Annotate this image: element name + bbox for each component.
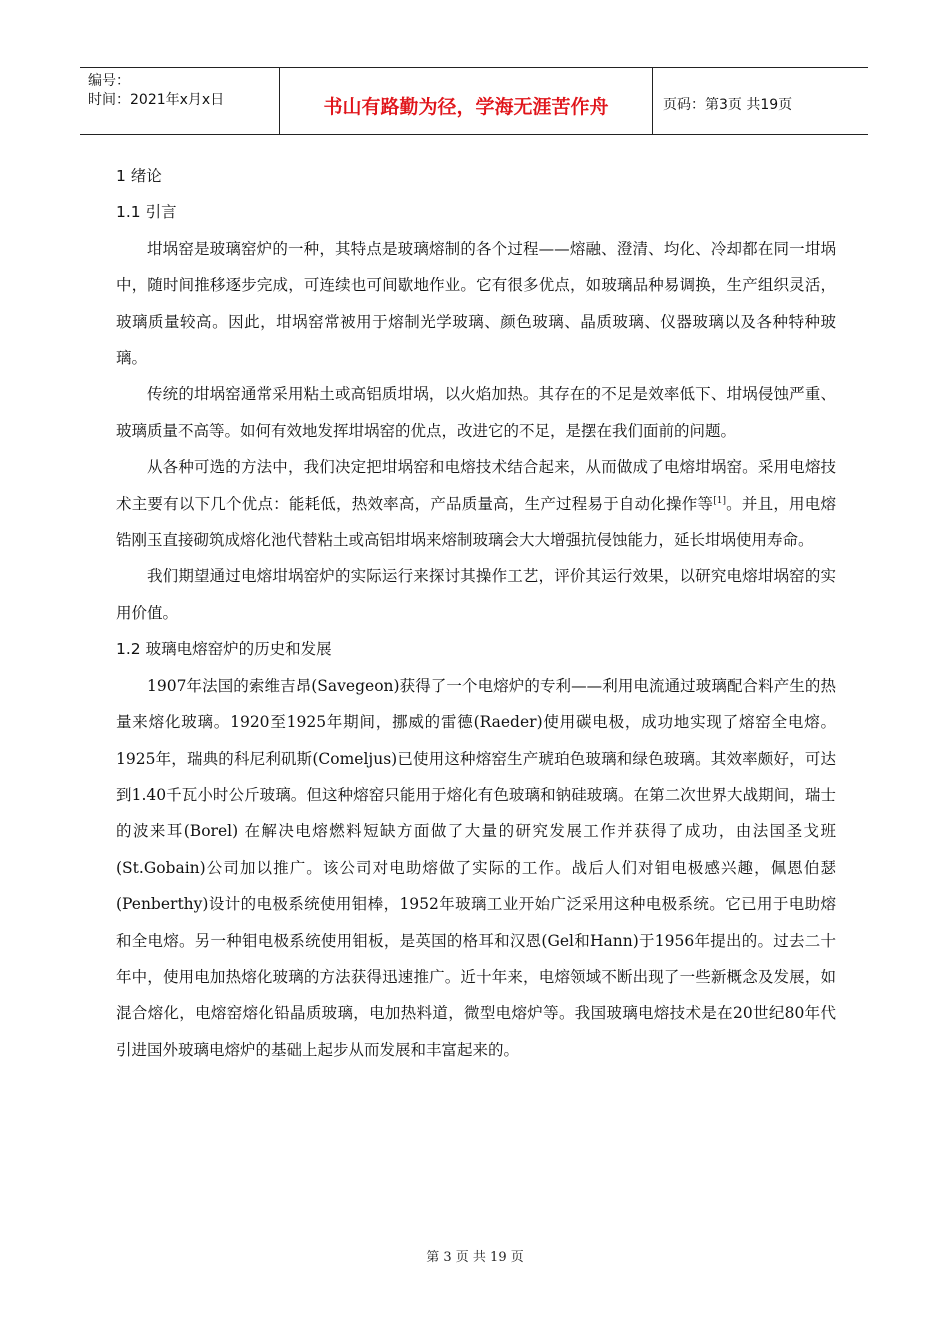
paragraph-intro-3-a: 从各种可选的方法中，我们决定把坩埚窑和电熔技术结合起来，从而做成了电熔坩埚窑。采用电熔技术主要有以下几个优点：能耗低，热效率高，产品质量高，生产过程易于自动化操作等: [116, 458, 836, 513]
paragraph-intro-1: 坩埚窑是玻璃窑炉的一种，其特点是玻璃熔制的各个过程——熔融、澄清、均化、冷却都在同一坩埚中，随时间推移逐步完成，可连续也可间歇地作业。它有很多优点，如玻璃品种易调换，生产组织灵活，玻璃质量较高。因此，坩埚窑常被用于熔制光学玻璃、颜色玻璃、晶质玻璃、仪器玻璃以及各种特种玻璃。: [116, 239, 836, 368]
number-label: 编号：: [88, 73, 130, 89]
time-label: 时间：2021年x月x日: [88, 92, 225, 108]
page-header: [80, 67, 868, 135]
header-page-label: 页码：第3页 共19页: [663, 97, 793, 113]
paragraph-intro-3-b: 。并且，用电熔锆刚玉直接砌筑成熔化池代替粘土或高铝坩埚来熔制玻璃会大大增强抗侵蚀能力，延长坩埚使用寿命。: [116, 494, 836, 550]
citation-ref: [1]: [713, 495, 726, 506]
header-info-cell: [80, 68, 280, 134]
header-motto: 书山有路勤为径，学海无涯苦作舟: [280, 68, 653, 134]
paragraph-intro-2: 传统的坩埚窑通常采用粘土或高铝质坩埚，以火焰加热。其存在的不足是效率低下、坩埚侵蚀严重、玻璃质量不高等。如何有效地发挥坩埚窑的优点，改进它的不足，是摆在我们面前的问题。: [116, 385, 836, 440]
document-body: [116, 158, 836, 1068]
paragraph-intro-3: [116, 449, 836, 558]
section-heading-1-2: 1.2 玻璃电熔窑炉的历史和发展: [116, 640, 332, 659]
paragraph-intro-4: 我们期望通过电熔坩埚窑炉的实际运行来探讨其操作工艺，评价其运行效果，以研究电熔坩埚窑的实用价值。: [116, 567, 836, 622]
page-footer: 第 3 页 共 19 页: [426, 1250, 524, 1265]
section-heading-1-1: 1.1 引言: [116, 203, 177, 222]
chapter-heading: 1 绪论: [116, 167, 162, 185]
paragraph-history: 1907年法国的索维吉昂(Savegeon)获得了一个电熔炉的专利——利用电流通过玻璃配合料产生的热量来熔化玻璃。1920至1925年期间，挪威的雷德(Raeder)使用碳电极，成功地实现了熔窑全电熔。1925年，瑞典的科尼利矶斯(Comeljus)已使用这种熔窑生产琥珀色玻璃和绿色玻璃。其效率颇好，可达到1.40千瓦小时公斤玻璃。但这种熔窑只能用于熔化有色玻璃和钠硅玻璃。在第二次世界大战期间，瑞士的波来耳(Borel) 在解决电熔燃料短缺方面做了大量的研究发展工作并获得了成功，由法国圣戈班(St.Gobain)公司加以推广。该公司对电助熔做了实际的工作。战后人们对钼电极感兴趣，佩恩伯瑟(Penberthy)设计的电极系统使用钼棒，1952年玻璃工业开始广泛采用这种电极系统。它已用于电助熔和全电熔。另一种钼电极系统使用钼板，是英国的格耳和汉恩(Gel和Hann)于1956年提出的。过去二十年中，使用电加热熔化玻璃的方法获得迅速推广。近十年来，电熔领域不断出现了一些新概念及发展，如混合熔化，电熔窑熔化铅晶质玻璃，电加热料道，微型电熔炉等。我国玻璃电熔技术是在20世纪80年代引进国外玻璃电熔炉的基础上起步从而发展和丰富起来的。: [116, 676, 836, 1059]
